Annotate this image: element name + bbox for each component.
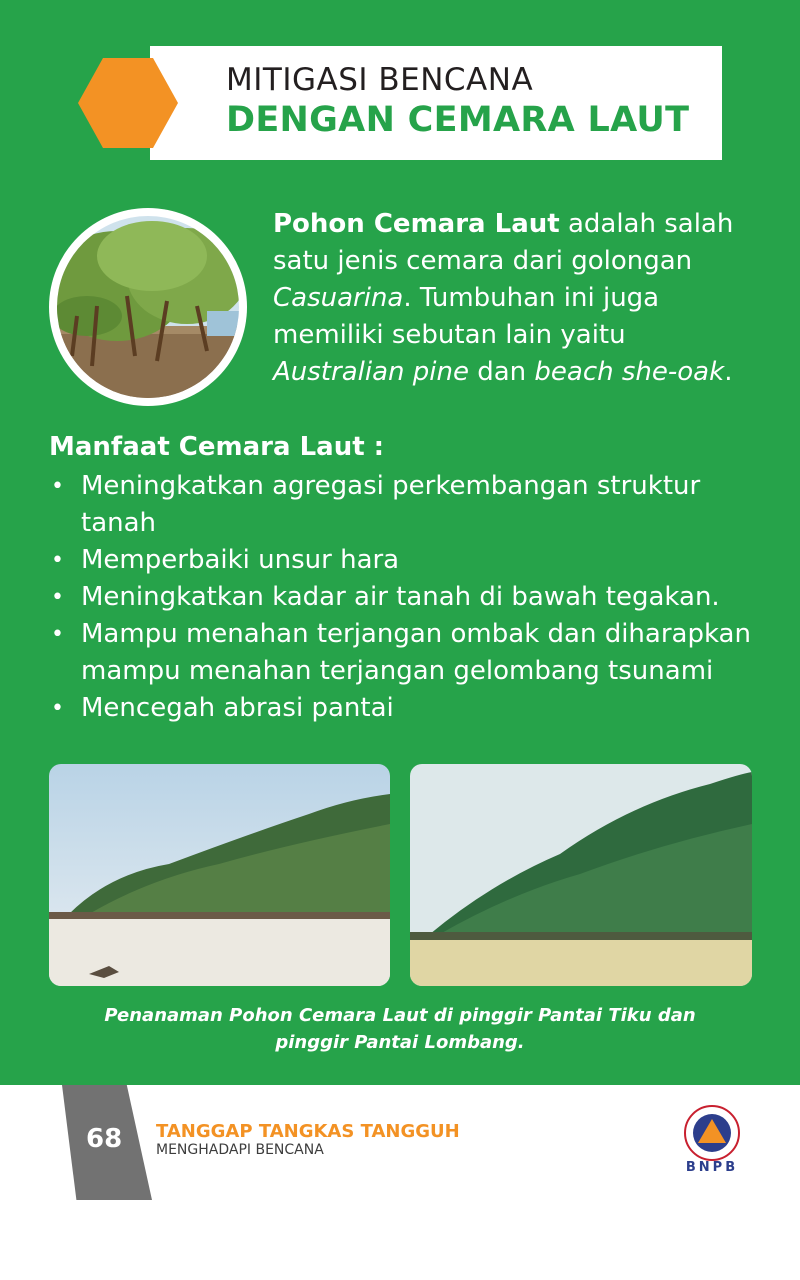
logo-text: BNPB <box>685 1160 739 1175</box>
beach-photo-tiku <box>49 764 390 986</box>
intro-italic-casuarina: Casuarina <box>273 283 404 313</box>
intro-italic-beach-she-oak: beach she-oak <box>534 357 725 387</box>
bullet-icon: • <box>51 474 64 499</box>
list-item <box>49 690 769 727</box>
bullet-icon: • <box>51 622 64 647</box>
intro-paragraph <box>273 206 753 391</box>
page-number: 68 <box>86 1124 123 1154</box>
list-item <box>49 542 769 579</box>
benefit-text: Memperbaiki unsur hara <box>81 545 400 575</box>
bnpb-logo-icon <box>684 1105 740 1161</box>
benefits-list <box>49 468 769 727</box>
list-item <box>49 468 769 542</box>
benefit-text: Meningkatkan agregasi perkembangan struktur tanah <box>81 471 701 538</box>
bullet-icon: • <box>51 696 64 721</box>
intro-bold-term: Pohon Cemara Laut <box>273 209 560 239</box>
intro-italic-australian-pine: Australian pine <box>273 357 469 387</box>
page-title-line1: MITIGASI BENCANA <box>226 62 534 98</box>
casuarina-tree-photo <box>49 208 247 406</box>
page-title-line2: DENGAN CEMARA LAUT <box>226 100 690 140</box>
caption-line2: pinggir Pantai Lombang. <box>275 1032 525 1053</box>
beach-photo-lombang <box>410 764 752 986</box>
list-item <box>49 579 769 616</box>
benefit-text: Mampu menahan terjangan ombak dan diharapkan mampu menahan terjangan gelombang tsunami <box>81 619 751 686</box>
photo-caption <box>0 1002 800 1056</box>
caption-line1: Penanaman Pohon Cemara Laut di pinggir Pantai Tiku dan <box>104 1005 696 1026</box>
benefit-text: Meningkatkan kadar air tanah di bawah tegakan. <box>81 582 720 612</box>
intro-text-3: dan <box>468 357 535 387</box>
footer-title: TANGGAP TANGKAS TANGGUH <box>156 1121 460 1142</box>
benefit-text: Mencegah abrasi pantai <box>81 693 394 723</box>
list-item <box>49 616 769 690</box>
footer-subtitle: MENGHADAPI BENCANA <box>156 1142 324 1158</box>
benefits-heading: Manfaat Cemara Laut : <box>49 432 385 462</box>
bullet-icon: • <box>51 585 64 610</box>
intro-text-4: . <box>724 357 733 387</box>
intro-text-2: . Tumbuhan ini juga memiliki sebutan lain yaitu <box>273 283 660 350</box>
bullet-icon: • <box>51 548 64 573</box>
intro-text-1: adalah salah satu jenis cemara dari golongan <box>273 209 734 276</box>
